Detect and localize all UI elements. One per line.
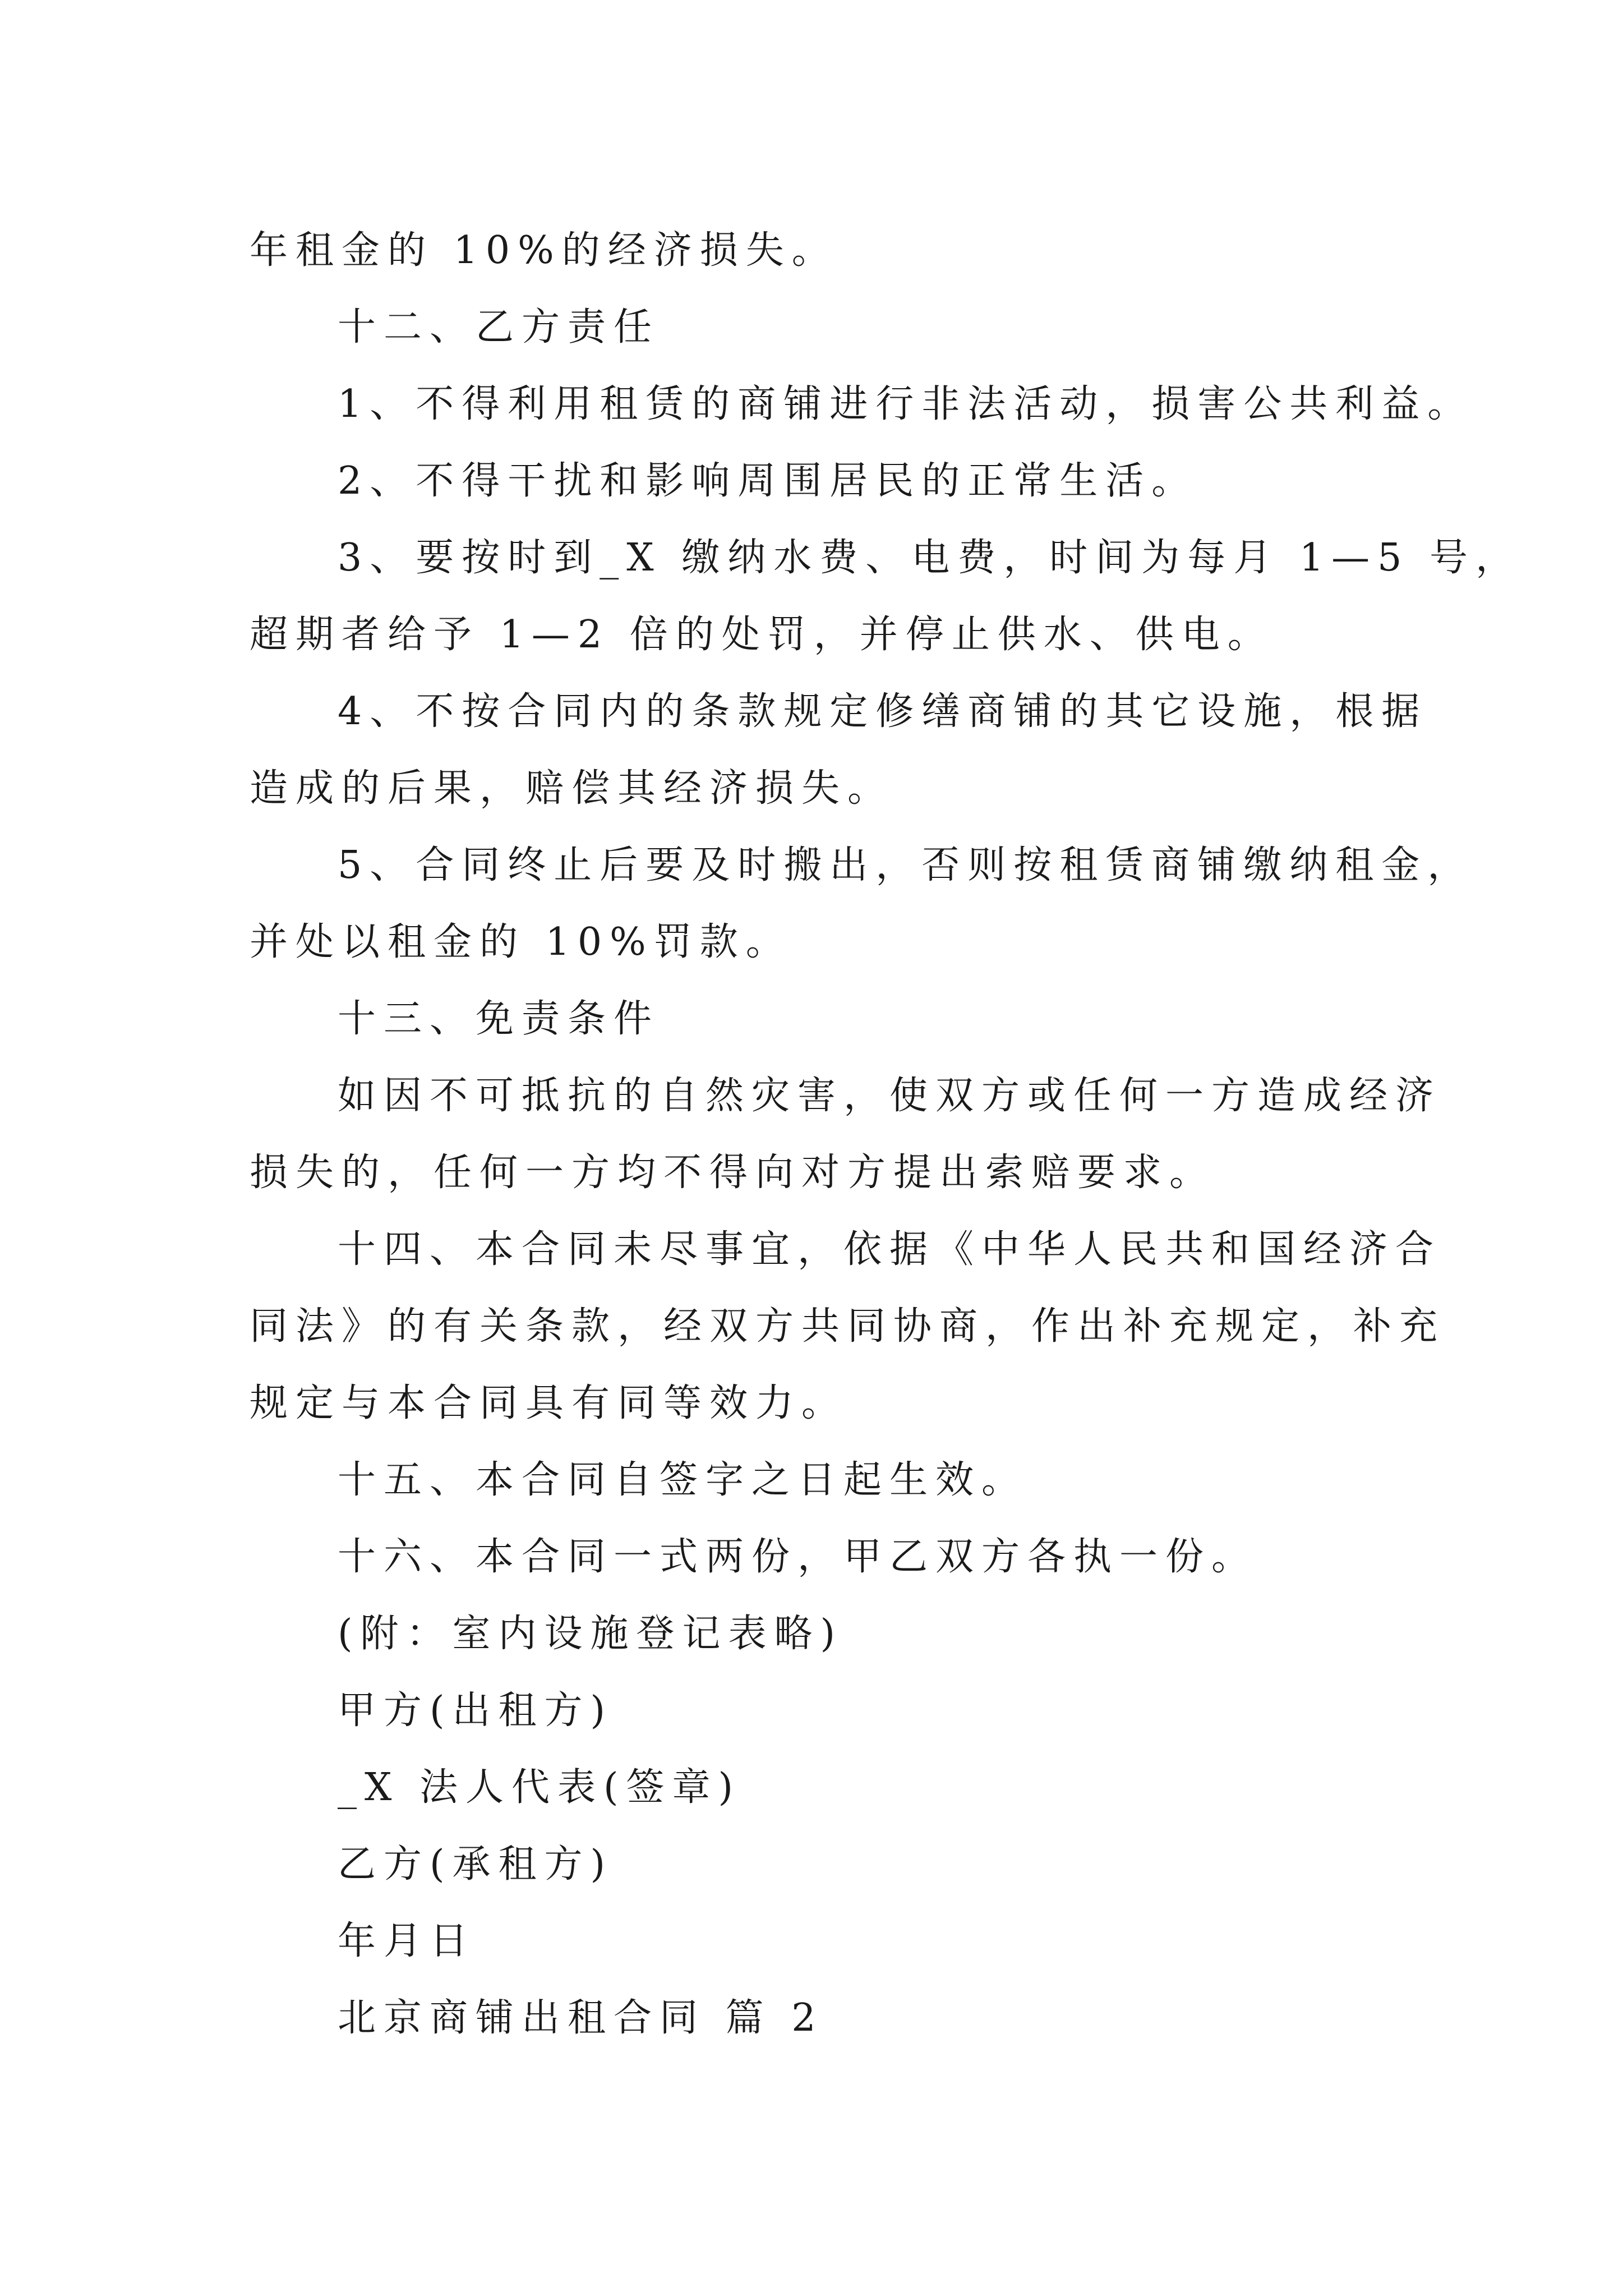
section-heading: 十三、免责条件	[338, 997, 660, 1041]
next-contract-title: 北京商铺出租合同 篇 2	[338, 1996, 824, 2040]
attachment-note: (附：室内设施登记表略)	[338, 1612, 843, 1656]
paragraph-line: 1、不得利用租赁的商铺进行非法活动，损害公共利益。	[338, 382, 1474, 426]
paragraph-line: 造成的后果，赔偿其经济损失。	[250, 766, 894, 811]
paragraph-line: 4、不按合同内的条款规定修缮商铺的其它设施，根据	[338, 689, 1428, 734]
paragraph-line: 十四、本合同未尽事宜，依据《中华人民共和国经济合	[338, 1227, 1442, 1272]
section-heading: 十二、乙方责任	[338, 305, 660, 349]
party-b-label: 乙方(承租方)	[338, 1842, 614, 1887]
paragraph-line: 3、要按时到_X 缴纳水费、电费，时间为每月 1—5 号，	[338, 536, 1522, 580]
paragraph-line: 年租金的 10%的经济损失。	[250, 228, 838, 273]
document-body	[250, 212, 1522, 2056]
paragraph-line: 2、不得干扰和影响周围居民的正常生活。	[338, 459, 1198, 503]
paragraph-line: 损失的，任何一方均不得向对方提出索赔要求。	[250, 1151, 1216, 1195]
paragraph-line: 十六、本合同一式两份，甲乙双方各执一份。	[338, 1535, 1258, 1579]
paragraph-line: 超期者给予 1—2 倍的处罚，并停止供水、供电。	[250, 613, 1274, 657]
paragraph-line: 如因不可抵抗的自然灾害，使双方或任何一方造成经济	[338, 1074, 1442, 1118]
party-a-label: 甲方(出租方)	[338, 1688, 614, 1733]
paragraph-line: 规定与本合同具有同等效力。	[250, 1381, 848, 1425]
paragraph-line: 十五、本合同自签字之日起生效。	[338, 1458, 1028, 1502]
paragraph-line: 同法》的有关条款，经双方共同协商，作出补充规定，补充	[250, 1304, 1446, 1349]
date-label: 年月日	[338, 1919, 476, 1963]
legal-representative-label: _X 法人代表(签章)	[338, 1765, 741, 1810]
paragraph-line: 5、合同终止后要及时搬出，否则按租赁商铺缴纳租金，	[338, 843, 1474, 887]
paragraph-line: 并处以租金的 10%罚款。	[250, 920, 792, 964]
